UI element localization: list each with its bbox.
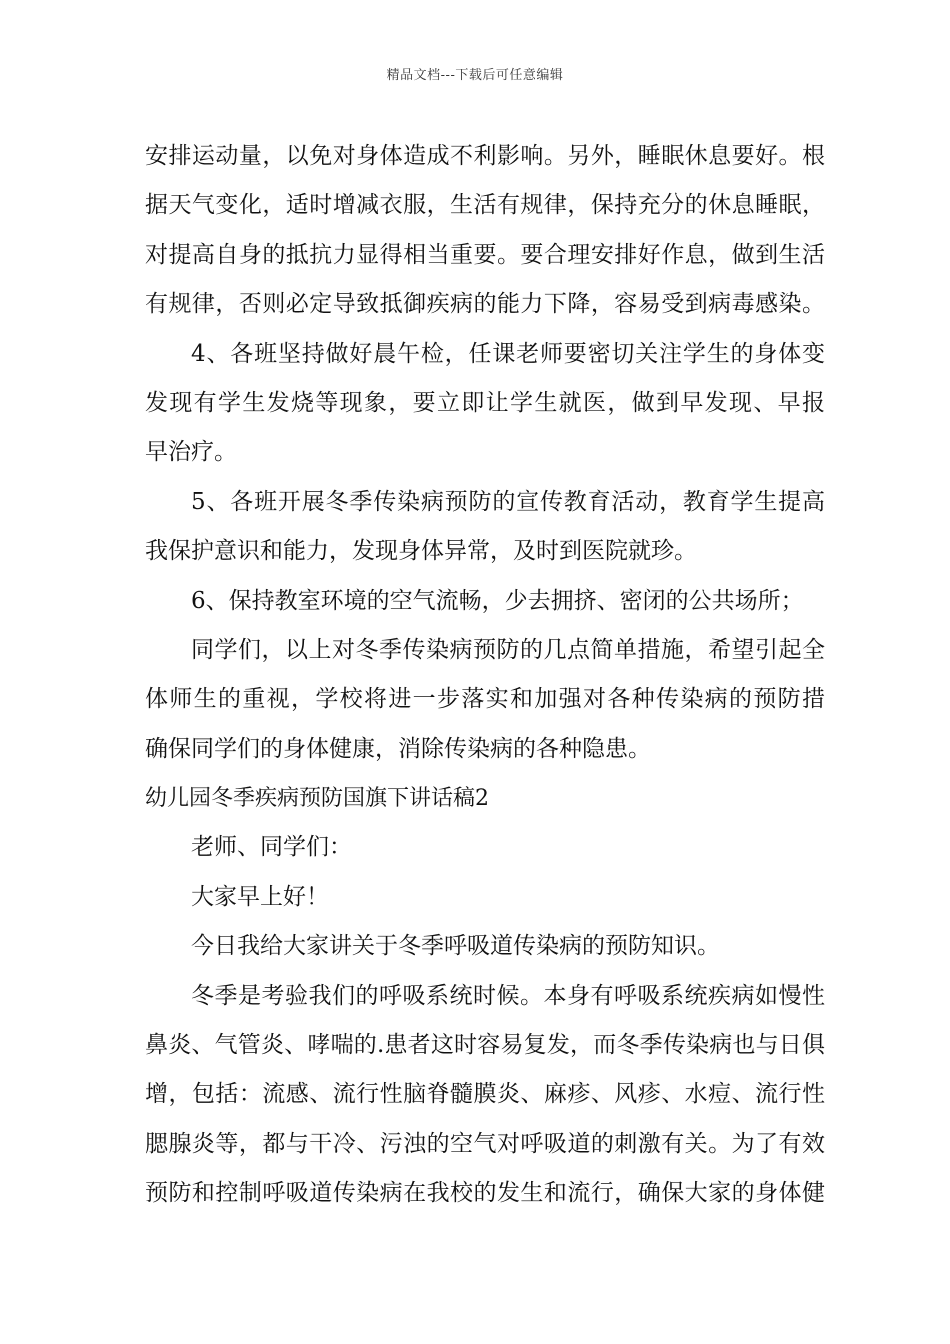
text-line: 发现有学生发烧等现象，要立即让学生就医，做到早发现、早报 xyxy=(145,389,825,416)
text-line: 预防和控制呼吸道传染病在我校的发生和流行，确保大家的身体健 xyxy=(145,1180,825,1207)
page-header: 精品文档---下载后可任意编辑 xyxy=(386,68,564,83)
text-line: 今日我给大家讲关于冬季呼吸道传染病的预防知识。 xyxy=(191,933,720,960)
text-line: 增，包括：流感、流行性脑脊髓膜炎、麻疹、风疹、水痘、流行性 xyxy=(145,1081,825,1108)
document-body xyxy=(145,132,825,1219)
section-heading: 幼儿园冬季疾病预防国旗下讲话稿2 xyxy=(145,786,489,812)
text-line: 早治疗。 xyxy=(145,439,237,466)
text-line: 体师生的重视，学校将进一步落实和加强对各种传染病的预防措 xyxy=(145,686,825,713)
text-line: 确保同学们的身体健康，消除传染病的各种隐患。 xyxy=(145,735,651,762)
text-line: 对提高自身的抵抗力显得相当重要。要合理安排好作息，做到生活 xyxy=(145,241,825,268)
text-line: 4、各班坚持做好晨午检，任课老师要密切关注学生的身体变 xyxy=(191,340,825,367)
text-line: 冬季是考验我们的呼吸系统时候。本身有呼吸系统疾病如慢性 xyxy=(191,982,825,1009)
text-line: 我保护意识和能力，发现身体异常，及时到医院就珍。 xyxy=(145,538,697,565)
text-line: 5、各班开展冬季传染病预防的宣传教育活动，教育学生提高 xyxy=(191,488,825,515)
text-line: 大家早上好！ xyxy=(191,883,329,910)
text-line: 有规律，否则必定导致抵御疾病的能力下降，容易受到病毒感染。 xyxy=(145,291,825,318)
text-line: 安排运动量，以免对身体造成不利影响。另外，睡眠休息要好。根 xyxy=(145,143,825,169)
text-line: 腮腺炎等，都与干冷、污浊的空气对呼吸道的刺激有关。为了有效 xyxy=(145,1130,825,1157)
text-line: 6、保持教室环境的空气流畅，少去拥挤、密闭的公共场所； xyxy=(191,587,804,614)
text-line: 老师、同学们： xyxy=(191,834,352,861)
text-line: 鼻炎、气管炎、哮喘的.患者这时容易复发，而冬季传染病也与日俱 xyxy=(145,1032,825,1059)
text-line: 据天气变化，适时增减衣服，生活有规律，保持充分的休息睡眠， xyxy=(145,192,825,219)
text-line: 同学们，以上对冬季传染病预防的几点简单措施，希望引起全 xyxy=(191,636,825,663)
